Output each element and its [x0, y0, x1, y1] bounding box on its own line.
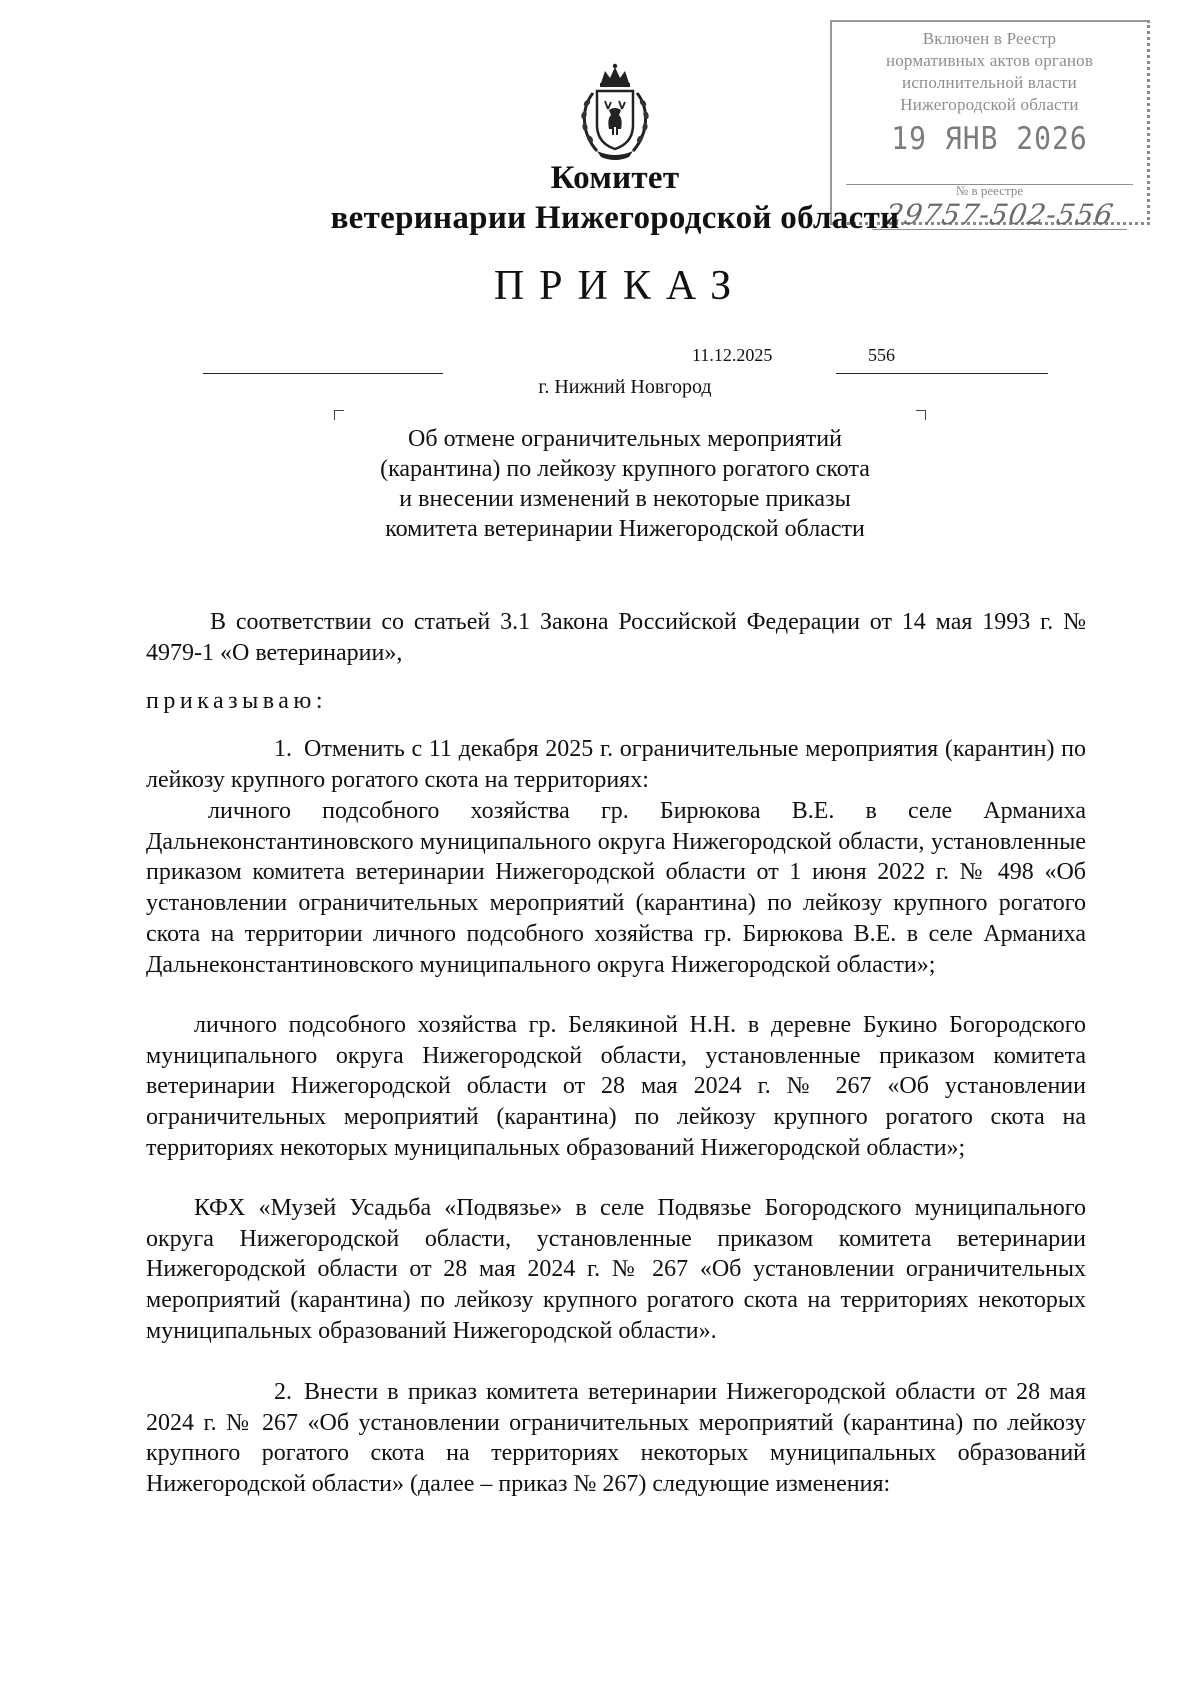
document-number: 556 — [868, 345, 895, 365]
subject-line-3: и внесении изменений в некоторые приказы — [399, 486, 851, 512]
item-2-text: Внести в приказ комитета ветеринарии Нижегородской области от 28 мая 2024 г. № 267 «Об установлении ограничительных мероприятий (карантина) по лейкозу крупного рогатого скота на территориях некоторых муниципальных образований Нижегородской области» (далее – приказ № 267) следующие изменения: — [146, 1379, 1086, 1498]
item-1-territory-podvyazye: КФХ «Музей Усадьба «Подвязье» в селе Подвязье Богородского муниципального округа Нижегородской области, установленные приказом комитета ветеринарии Нижегородской области от 28 мая 2024 г. № 267 «Об установлении ограничительных мероприятий (карантина) по лейкозу крупного рогатого скота на территориях некоторых муниципальных образований Нижегородской области». — [146, 1195, 1086, 1344]
item-1-text: Отменить с 11 декабря 2025 г. ограничительные мероприятия (карантин) по лейкозу крупного рогатого скота на территориях: — [146, 736, 1086, 793]
item-1-territory-bukino: личного подсобного хозяйства гр. Белякиной Н.Н. в деревне Букино Богородского муниципального округа Нижегородской области, установленные приказом комитета ветеринарии Нижегородской области от 28 мая 2024 г. № 267 «Об установлении ограничительных мероприятий (карантина) по лейкозу крупного рогатого скота на территориях некоторых муниципальных образований Нижегородской области»; — [146, 1012, 1086, 1161]
subject-line-1: Об отмене ограничительных мероприятий — [408, 426, 842, 452]
stamp-line-1: Включен в Реестр — [922, 29, 1057, 48]
subject-corner-right — [916, 410, 926, 420]
preamble-paragraph: В соответствии со статьей 3.1 Закона Российской Федерации от 14 мая 1993 г. № 4979-1 «О ветеринарии», — [146, 609, 1086, 666]
document-city: г. Нижний Новгород — [538, 376, 712, 398]
item-2-number: 2. — [274, 1379, 292, 1405]
document-date: 11.12.2025 — [692, 345, 773, 365]
stamp-line-2: нормативных актов органов — [885, 51, 1094, 70]
stamp-regno: 29757-502-556 — [882, 198, 1117, 231]
stamp-regno-label: № в реестре — [955, 183, 1024, 198]
item-2-paragraph — [146, 1377, 1086, 1500]
document-subject — [330, 424, 920, 544]
subject-corner-left — [334, 410, 344, 420]
decree-word: приказываю: — [146, 688, 328, 714]
stamp-line-3: исполнительной власти — [902, 73, 1077, 92]
coat-of-arms-emblem — [575, 63, 655, 163]
organization-subtitle: ветеринарии Нижегородской области — [330, 200, 900, 236]
stamp-line-4: Нижегородской области — [900, 95, 1079, 114]
organization-title: Комитет — [550, 160, 680, 196]
subject-line-2: (карантина) по лейкозу крупного рогатого скота — [380, 456, 870, 482]
document-type-title: ПРИКАЗ — [493, 263, 747, 309]
item-1-paragraph — [146, 734, 1086, 795]
subject-line-4: комитета ветеринарии Нижегородской области — [385, 516, 865, 542]
date-underline — [203, 373, 443, 374]
item-1-territory-armaniha: личного подсобного хозяйства гр. Бирюкова В.Е. в селе Арманиха Дальнеконстантиновского муниципального округа Нижегородской области, установленные приказом комитета ветеринарии Нижегородской области от 1 июня 2022 г. № 498 «Об установлении ограничительных мероприятий (карантина) по лейкозу крупного рогатого скота на территории личного подсобного хозяйства гр. Бирюкова В.Е. в селе Арманиха Дальнеконстантиновского муниципального округа Нижегородской области»; — [146, 798, 1086, 978]
number-underline — [836, 373, 1048, 374]
item-1-number: 1. — [274, 736, 292, 762]
stamp-date: 19 ЯНВ 2026 — [891, 120, 1088, 157]
